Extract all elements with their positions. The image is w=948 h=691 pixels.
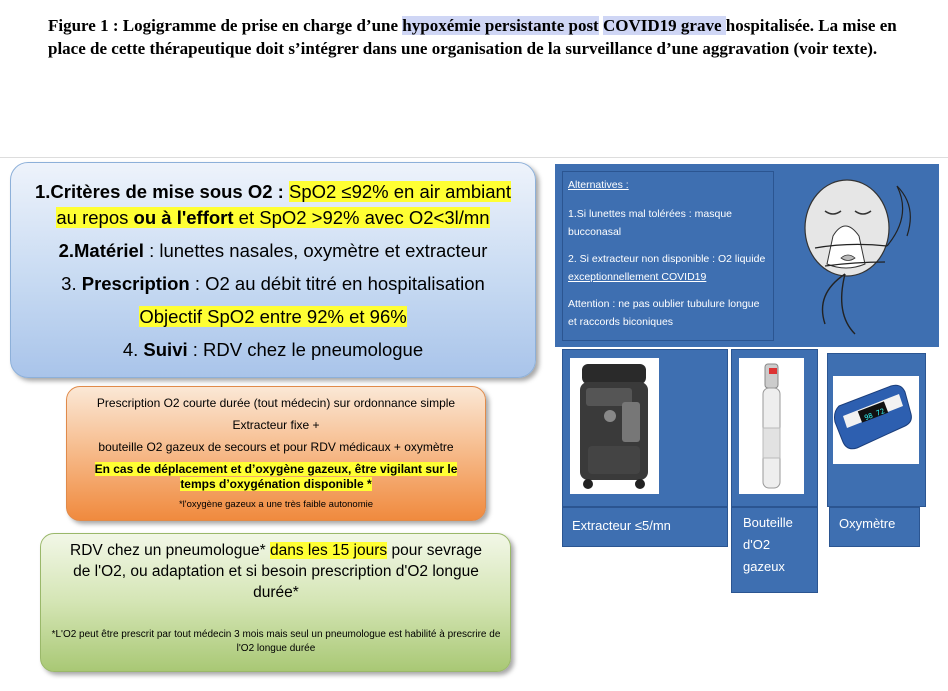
caption-highlight-covid: COVID19 grave [602, 16, 726, 35]
separator-line [0, 157, 948, 158]
oxygen-bottle-icon [739, 358, 804, 494]
oximeter-label-box [829, 507, 920, 547]
prescription-line-1: Prescription O2 courte durée (tout médecin) sur ordonnance simple [96, 396, 456, 410]
bottle-label: Bouteille d'O2 gazeux [743, 515, 793, 574]
pulse-oximeter-icon [833, 376, 919, 464]
prescription-line-3: bouteille O2 gazeux de secours et pour RDV médicaux + oxymètre [98, 440, 454, 454]
oximeter-label: Oxymètre [839, 516, 896, 531]
criteria-item-3: 3. Prescription : O2 au débit titré en hospitalisation [61, 273, 485, 294]
prescription-warning: En cas de déplacement et d’oxygène gazeux, être vigilant sur le temps d’oxygénation disponible * [94, 462, 458, 491]
criteria-item-1-continued: au repos ou à l'effort et SpO2 >92% avec O2<3l/mn [56, 207, 490, 228]
prescription-footnote: *l'oxygène gazeux a une très faible autonomie [178, 499, 374, 510]
caption-rest: hospitalisée. La mise en place de cette thérapeutique doit s’intégrer dans une organisation de la surveillance d’une aggravation (voir texte). [48, 16, 897, 58]
followup-text: RDV chez un pneumologue* dans les 15 jours pour sevrage de l'O2, ou adaptation et si besoin prescription d'O2 longue durée* [70, 542, 482, 601]
prescription-line-2: Extracteur fixe + [232, 418, 320, 432]
criteria-box [10, 162, 536, 378]
caption-lead: Figure 1 : Logigramme de prise en charge d’une [48, 16, 403, 35]
followup-box [40, 533, 511, 672]
face-mask-illustration [775, 166, 935, 346]
extractor-label: Extracteur ≤5/mn [572, 518, 671, 533]
criteria-item-1: 1.Critères de mise sous O2 : SpO2 ≤92% en air ambiant [35, 181, 511, 202]
svg-text:98 72: 98 72 [863, 407, 886, 423]
criteria-objective: Objectif SpO2 entre 92% et 96% [139, 306, 407, 327]
bottle-label-box [731, 507, 818, 593]
caption-highlight-hypoxemia: hypoxémie persistante post [402, 16, 599, 35]
extractor-label-box [562, 507, 728, 547]
alternatives-text-box [562, 171, 774, 341]
prescription-box [66, 386, 486, 521]
bottle-photo [739, 358, 804, 494]
figure-caption [48, 14, 918, 60]
alternatives-attention: Attention : ne pas oublier tubulure longue et raccords biconiques [568, 298, 760, 328]
oxygen-concentrator-icon [570, 358, 659, 494]
extractor-photo [570, 358, 659, 494]
alternatives-item-1: 1.Si lunettes mal tolérées : masque bucconasal [568, 208, 733, 238]
followup-footnote: *L'O2 peut être prescrit par tout médecin 3 mois mais seul un pneumologue est habilité à prescrire de l'O2 longue durée [51, 629, 501, 654]
oximeter-photo [833, 376, 919, 464]
criteria-item-4: 4. Suivi : RDV chez le pneumologue [122, 339, 424, 360]
alternatives-title: Alternatives : [568, 179, 629, 191]
alternatives-item-2: 2. Si extracteur non disponible : O2 liquide exceptionnellement COVID19 [568, 253, 766, 283]
criteria-item-2: 2.Matériel : lunettes nasales, oxymètre et extracteur [58, 240, 488, 261]
